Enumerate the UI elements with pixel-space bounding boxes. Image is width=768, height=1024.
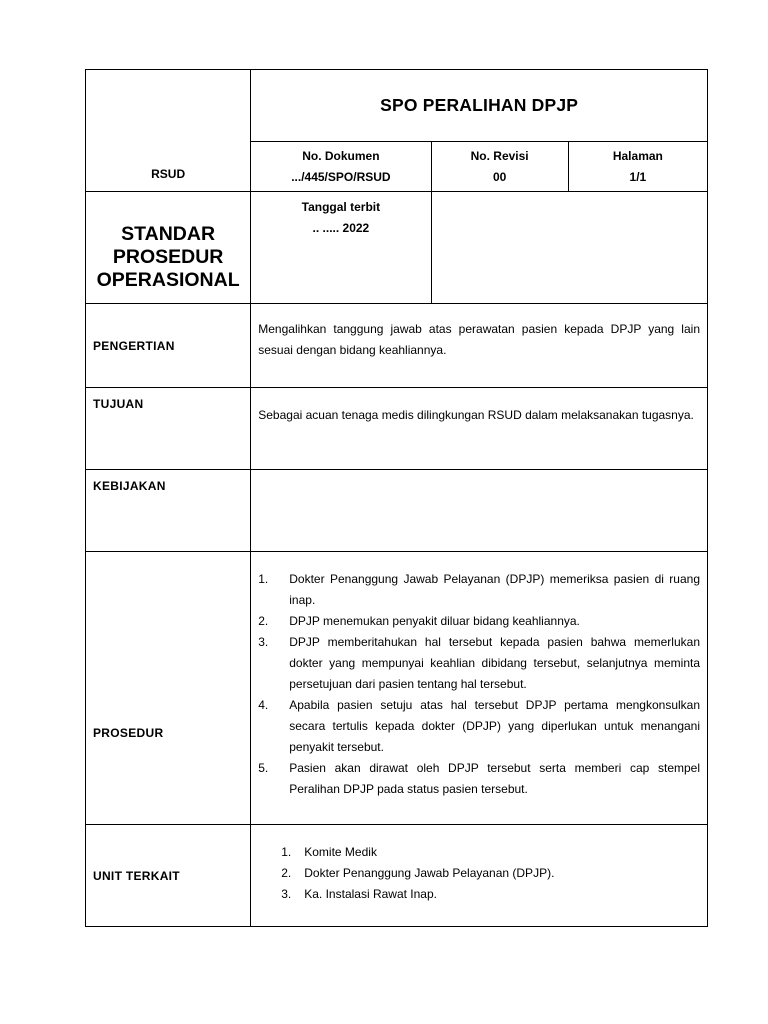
pengertian-content-cell xyxy=(251,304,708,388)
list-text: Komite Medik xyxy=(304,845,377,859)
prosedur-label-cell xyxy=(86,552,251,825)
doc-number-label: No. Dokumen xyxy=(302,148,380,163)
kebijakan-content-cell xyxy=(251,470,708,552)
list-number: 1. xyxy=(281,845,292,859)
list-number: 3. xyxy=(258,635,269,649)
pengertian-text: Mengalihkan tanggung jawab atas perawatan pasien kepada DPJP yang lain sesuai dengan bidang keahliannya. xyxy=(258,321,700,357)
page-cell xyxy=(568,142,707,192)
sop-heading-line-3: OPERASIONAL xyxy=(96,269,240,291)
signature-cell xyxy=(431,192,707,304)
tujuan-content-cell xyxy=(251,388,708,470)
sop-heading-line-2: PROSEDUR xyxy=(112,246,224,268)
hospital-name: RSUD xyxy=(151,167,186,181)
list-item xyxy=(258,758,700,800)
pengertian-label: PENGERTIAN xyxy=(93,338,175,353)
revision-cell xyxy=(431,142,568,192)
list-number: 2. xyxy=(258,614,269,628)
page-value: 1/1 xyxy=(629,169,647,184)
prosedur-list xyxy=(258,552,700,800)
list-text: Apabila pasien setuju atas hal tersebut DPJP pertama mengkonsulkan secara tertulis kepada dokter (DPJP) yang diperlukan untuk menangani penyakit tersebut. xyxy=(289,698,700,754)
doc-number-value: .../445/SPO/RSUD xyxy=(291,169,391,184)
list-text: DPJP memberitahukan hal tersebut kepada pasien bahwa memerlukan dokter yang mempunyai keahlian dibidang tersebut, selanjutnya meminta persetujuan dari pasien tentang hal tersebut. xyxy=(289,635,700,691)
spo-table xyxy=(85,69,708,927)
unit-terkait-label-cell xyxy=(86,825,251,927)
issued-date-value: .. ..... 2022 xyxy=(312,221,370,235)
hospital-name-cell xyxy=(86,70,251,192)
list-text: Dokter Penanggung Jawab Pelayanan (DPJP) memeriksa pasien di ruang inap. xyxy=(289,572,700,607)
kebijakan-label: KEBIJAKAN xyxy=(93,479,166,493)
list-item xyxy=(258,842,700,863)
list-text: Ka. Instalasi Rawat Inap. xyxy=(304,887,437,901)
list-number: 5. xyxy=(258,761,269,775)
list-item xyxy=(258,884,700,905)
unit-terkait-content-cell xyxy=(251,825,708,927)
revision-value: 00 xyxy=(492,169,507,184)
list-item xyxy=(258,863,700,884)
list-text: Dokter Penanggung Jawab Pelayanan (DPJP). xyxy=(304,866,555,880)
list-item xyxy=(258,569,700,611)
list-number: 2. xyxy=(281,866,292,880)
tujuan-label: TUJUAN xyxy=(93,397,144,411)
document-title: SPO PERALIHAN DPJP xyxy=(380,95,579,115)
tujuan-label-cell xyxy=(86,388,251,470)
doc-number-cell xyxy=(251,142,431,192)
unit-terkait-label: UNIT TERKAIT xyxy=(93,868,180,883)
prosedur-label: PROSEDUR xyxy=(93,726,164,740)
page-label: Halaman xyxy=(612,148,663,163)
issued-date-cell xyxy=(251,192,431,304)
list-item xyxy=(258,632,700,695)
sop-heading-line-1: STANDAR xyxy=(121,223,216,245)
unit-terkait-list xyxy=(258,825,700,905)
pengertian-label-cell xyxy=(86,304,251,388)
list-number: 3. xyxy=(281,887,292,901)
revision-label: No. Revisi xyxy=(470,148,529,163)
list-text: Pasien akan dirawat oleh DPJP tersebut serta memberi cap stempel Peralihan DPJP pada status pasien tersebut. xyxy=(289,761,700,796)
document-title-cell xyxy=(251,70,708,142)
list-number: 1. xyxy=(258,572,269,586)
prosedur-content-cell xyxy=(251,552,708,825)
kebijakan-label-cell xyxy=(86,470,251,552)
list-item xyxy=(258,695,700,758)
tujuan-text: Sebagai acuan tenaga medis dilingkungan RSUD dalam melaksanakan tugasnya. xyxy=(258,408,694,422)
list-text: DPJP menemukan penyakit diluar bidang keahliannya. xyxy=(289,614,580,628)
sop-heading-cell xyxy=(86,192,251,304)
list-number: 4. xyxy=(258,698,269,712)
list-item xyxy=(258,611,700,632)
issued-date-label: Tanggal terbit xyxy=(301,200,381,214)
